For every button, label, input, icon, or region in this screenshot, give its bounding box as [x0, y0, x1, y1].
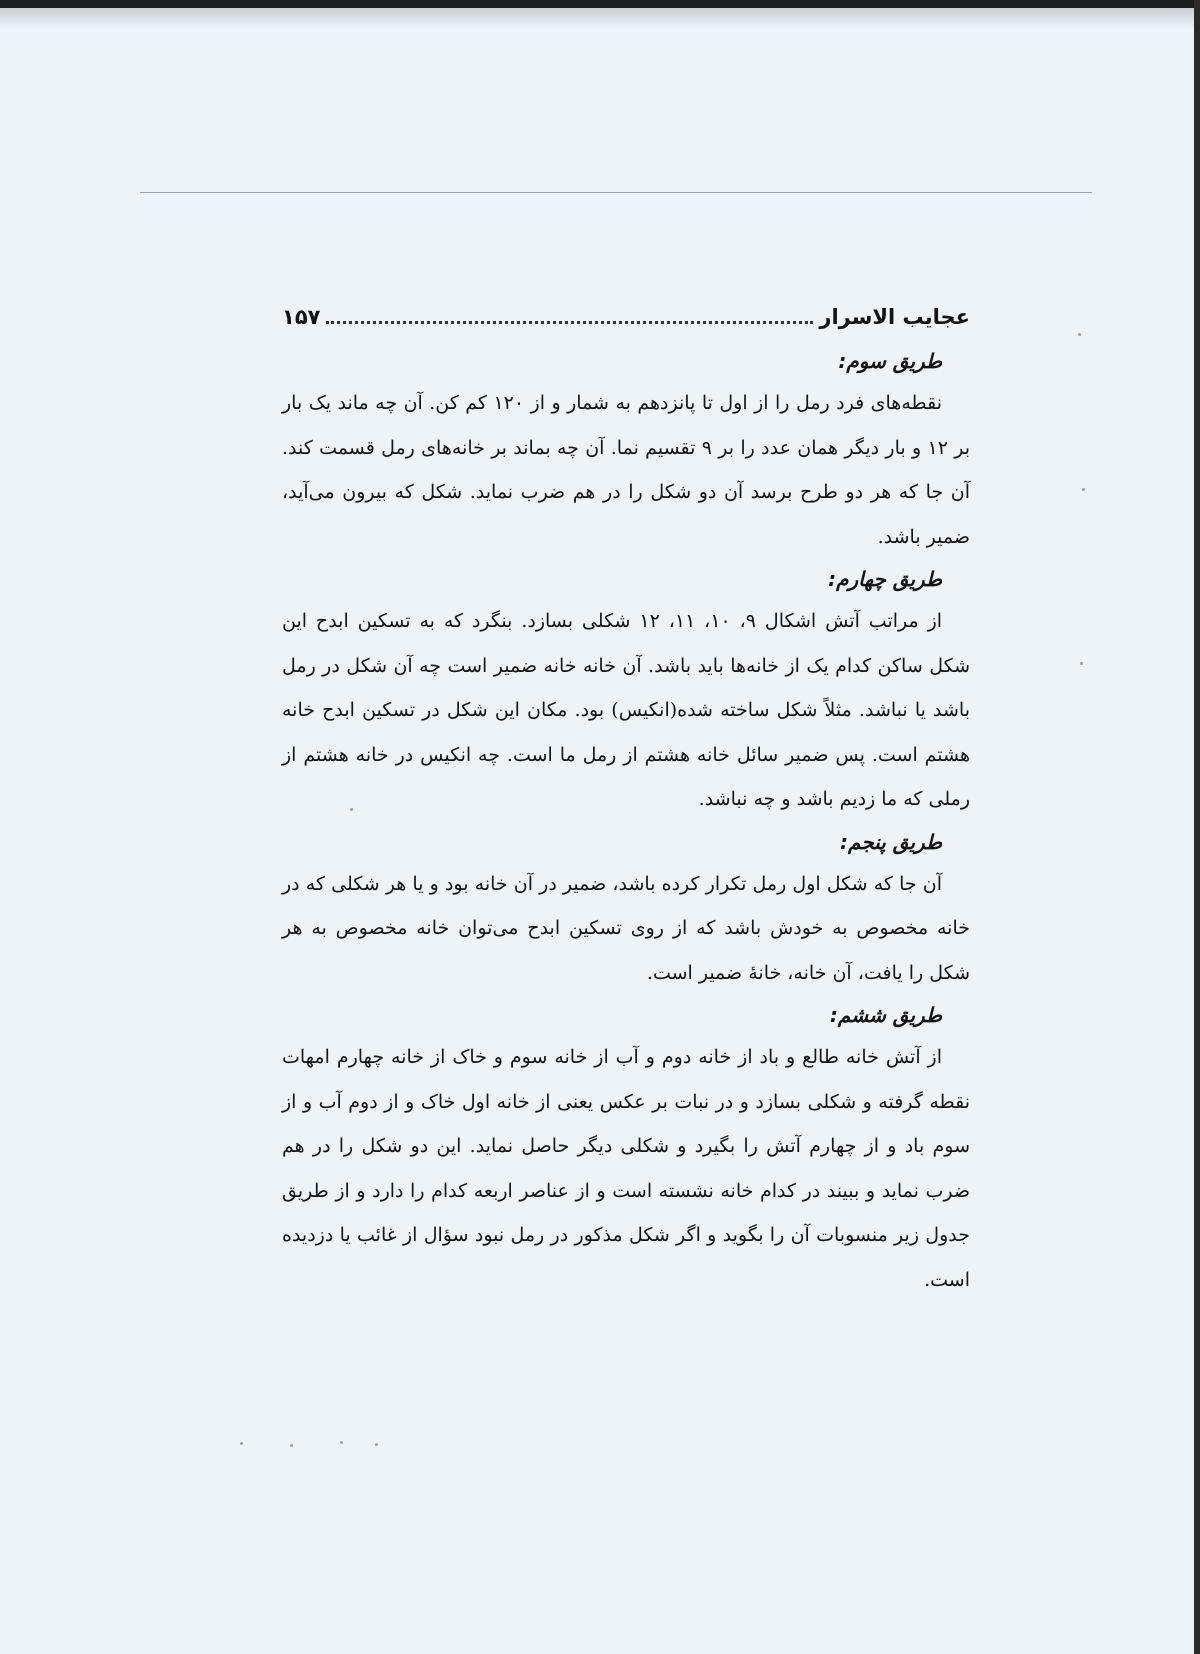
method-section: [282, 341, 970, 559]
section-paragraph: نقطه‌های فرد رمل را از اول تا پانزدهم به شمار و از ۱۲۰ کم کن. آن چه ماند یک بار بر ۱۲ و بار دیگر همان عدد را بر ۹ تقسیم نما. آن چه بماند بر خانه‌های رمل قسمت کند. آن جا که هر دو طرح برسد آن دو شکل را در هم ضرب نماید. شکل که بیرون می‌آید، ضمیر باشد.: [282, 392, 971, 548]
section-paragraph: از آتش خانه طالع و باد از خانه دوم و آب از خانه سوم و خاک از خانه چهارم امهات نقطه گرفته و شکلی بسازد و در نبات بر عکس یعنی از خانه اول خاک و از دوم آب و از سوم باد و از چهارم آتش را بگیرد و شکلی دیگر حاصل نماید. این دو شکل را در هم ضرب نماید و ببیند در کدام خانه نشسته است و از عناصر اربعه کدام را دارد و از طریق جدول زیر منسوبات آن را بگوید و اگر شکل مذکور در رمل نبود سؤال از غائب یا دزدیده است.: [282, 1046, 970, 1291]
section-heading: طریق پنجم:: [840, 829, 942, 854]
scan-speck: [375, 1443, 378, 1446]
section-paragraph: آن جا که شکل اول رمل تکرار کرده باشد، ضمیر در آن خانه بود و یا هر شکلی که در خانه مخصوص به خودش باشد که از روی تسکین ابدح می‌توان خانه مخصوص به هر شکل را یافت، آن خانه، خانهٔ ضمیر است.: [282, 872, 970, 984]
method-section: [282, 559, 970, 822]
page-number: ۱۵۷: [282, 305, 321, 329]
section-paragraph: از مراتب آتش اشکال ۹، ۱۰، ۱۱، ۱۲ شکلی بسازد. بنگرد که به تسکین ابدح این شکل ساکن کدام یک از خانه‌ها باید باشد. آن خانه خانه ضمیر است چه آن شکل در رمل باشد یا نباشد. مثلاً شکل ساخته شده(انکیس) بود. مکان این شکل در تسکین ابدح خانه هشتم است. پس ضمیر سائل خانه هشتم از رمل ما است. چه انکیس در خانه هشتم از رملی که ما زدیم باشد و چه نباشد.: [282, 610, 970, 810]
scan-edge-shadow: [0, 8, 1200, 28]
section-heading: طریق چهارم:: [828, 567, 942, 591]
scan-speck: [290, 1444, 293, 1447]
scan-top-edge: [0, 0, 1200, 8]
scan-speck: [240, 1442, 243, 1445]
running-header: [282, 305, 970, 339]
scan-speck: [1078, 333, 1081, 336]
dot-leader: [326, 307, 813, 324]
section-heading: طریق سوم:: [838, 349, 942, 373]
page-body: [282, 305, 970, 1302]
scan-speck: [1080, 662, 1083, 665]
section-heading: طریق ششم:: [829, 1003, 942, 1027]
scan-speck: [1082, 488, 1085, 491]
book-title: عجایب الاسرار: [819, 305, 970, 329]
method-section: [282, 995, 970, 1302]
scan-speck: [340, 1441, 343, 1444]
horizontal-rule: [140, 192, 1092, 193]
scan-right-edge: [1194, 0, 1200, 1654]
method-section: [282, 822, 970, 996]
